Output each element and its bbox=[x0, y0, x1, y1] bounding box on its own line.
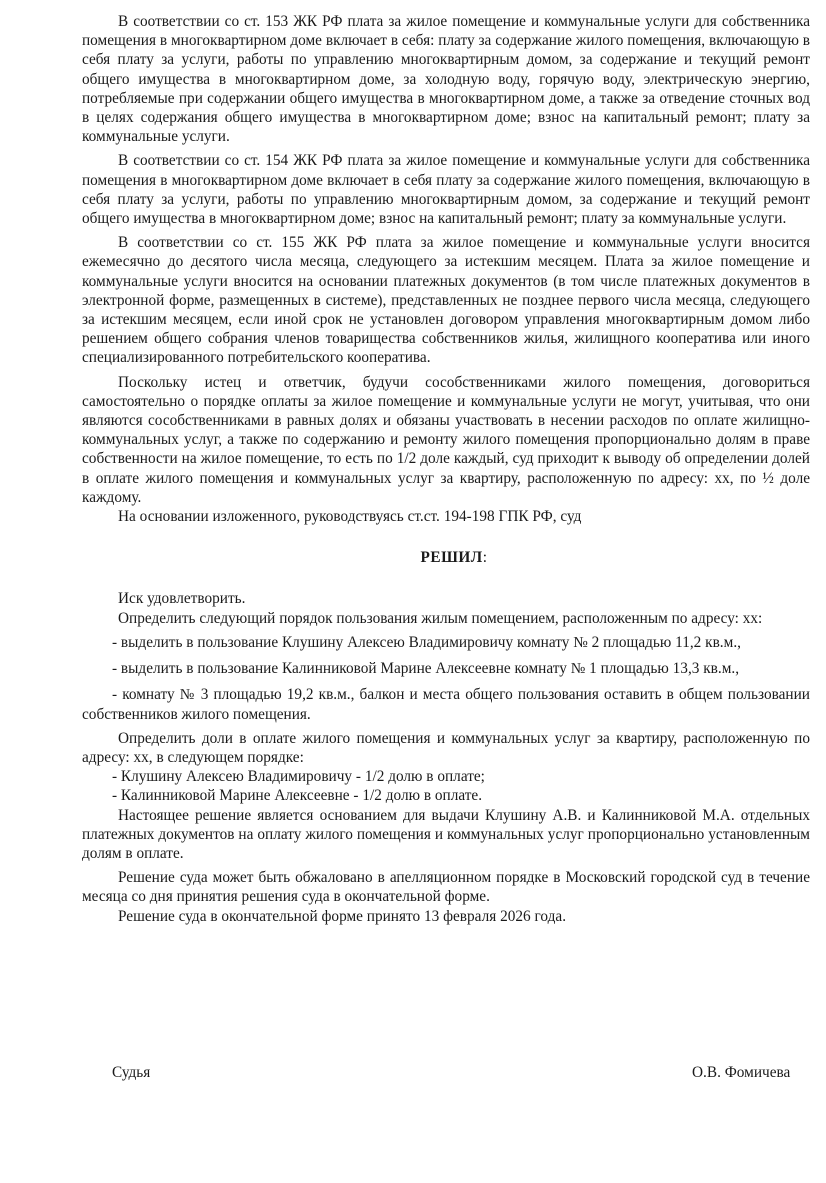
decision-claim: Иск удовлетворить. bbox=[118, 590, 246, 608]
decision-room-item-1: - выделить в пользование Клушину Алексею Владимировичу комнату № 2 площадью 11,2 кв.м., bbox=[112, 633, 741, 651]
paragraph-legal-basis: На основании изложенного, руководствуясь ст.ст. 194-198 ГПК РФ, суд bbox=[118, 508, 582, 526]
decision-share-1: - Клушину Алексею Владимировичу - 1/2 долю в оплате; bbox=[112, 768, 485, 786]
signature-role: Судья bbox=[112, 1064, 151, 1081]
paragraph-art-154: В соответствии со ст. 154 ЖК РФ плата за жилое помещение и коммунальные услуги для собственника помещения в многоквартирном доме включает в себя плату за содержание жилого помещения, включающую в себя плату за услуги, работы по управлению многоквартирным домом, за содержание и текущий ремонт общего имущества в многоквартирном доме; взнос на капитальный ремонт; плату за коммунальные услуги. bbox=[82, 152, 810, 228]
paragraph-art-153: В соответствии со ст. 153 ЖК РФ плата за жилое помещение и коммунальные услуги для собственника помещения в многоквартирном доме включает в себя: плату за содержание жилого помещения, включающую в себя плату за услуги, работы по управлению многоквартирным домом, за содержание и текущий ремонт общего имущества в многоквартирном доме, за холодную воду, горячую воду, электрическую энергию, потребляемые при содержании общего имущества в многоквартирном доме, а также за отведение сточных вод в целях содержания общего имущества в многоквартирном доме; взнос на капитальный ремонт; плату за коммунальные услуги. bbox=[82, 13, 810, 146]
signature-name: О.В. Фомичева bbox=[692, 1064, 791, 1081]
decision-share-2: - Калинниковой Марине Алексеевне - 1/2 долю в оплате. bbox=[112, 787, 483, 805]
decision-heading-text: РЕШИЛ bbox=[420, 549, 483, 567]
paragraph-co-owners: Поскольку истец и ответчик, будучи сособственниками жилого помещения, договориться самостоятельно о порядке оплаты за жилое помещение и коммунальные услуги не могут, учитывая, что они являются сособственниками в равных долях и обязаны участвовать в несении расходов по оплате жилищно-коммунальных услуг, а также по содержанию и ремонту жилого помещения пропорционально долям в праве собственности на жилое помещение, то есть по 1/2 доле каждый, суд приходит к выводу об определении долей в оплате жилого помещения и коммунальных услуг за квартиру, расположенную по адресу: хх, по ½ доле каждому. bbox=[82, 373, 810, 506]
decision-payment-documents: Настоящее решение является основанием для выдачи Клушину А.В. и Калинниковой М.А. отдельных платежных документов на оплату жилого помещения и коммунальных услуг пропорционально установленным долям в оплате. bbox=[82, 806, 810, 862]
decision-heading bbox=[82, 548, 810, 567]
decision-final-date: Решение суда в окончательной форме принято 13 февраля 2026 года. bbox=[118, 907, 567, 925]
document-body bbox=[82, 12, 810, 926]
decision-room-item-2: - выделить в пользование Калинниковой Марине Алексеевне комнату № 1 площадью 13,3 кв.м., bbox=[112, 660, 740, 678]
decision-appeal: Решение суда может быть обжаловано в апелляционном порядке в Московский городской суд в течение месяца со дня принятия решения суда в окончательной форме. bbox=[82, 869, 810, 906]
paragraph-art-155: В соответствии со ст. 155 ЖК РФ плата за жилое помещение и коммунальные услуги вносится ежемесячно до десятого числа месяца, следующего за истекшим месяцем. Плата за жилое помещение и коммунальные услуги вносится на основании платежных документов (в том числе платежных документов в электронной форме, размещенных в системе), представленных не позднее первого числа месяца, следующего за истекшим месяцем, если иной срок не установлен договором управления многоквартирным домом либо решением общего собрания членов товарищества собственников жилья, жилищного кооператива или иного специализированного потребительского кооператива. bbox=[82, 234, 810, 367]
decision-room-item-3: - комнату № 3 площадью 19,2 кв.м., балкон и места общего пользования оставить в общем пользовании собственников жилого помещения. bbox=[82, 686, 810, 723]
decision-order-intro: Определить следующий порядок пользования жилым помещением, расположенным по адресу: хх: bbox=[118, 609, 763, 627]
decision-shares-intro: Определить доли в оплате жилого помещения и коммунальных услуг за квартиру, расположенную по адресу: хх, в следующем порядке: bbox=[82, 729, 810, 766]
decision-heading-colon: : bbox=[482, 549, 488, 567]
